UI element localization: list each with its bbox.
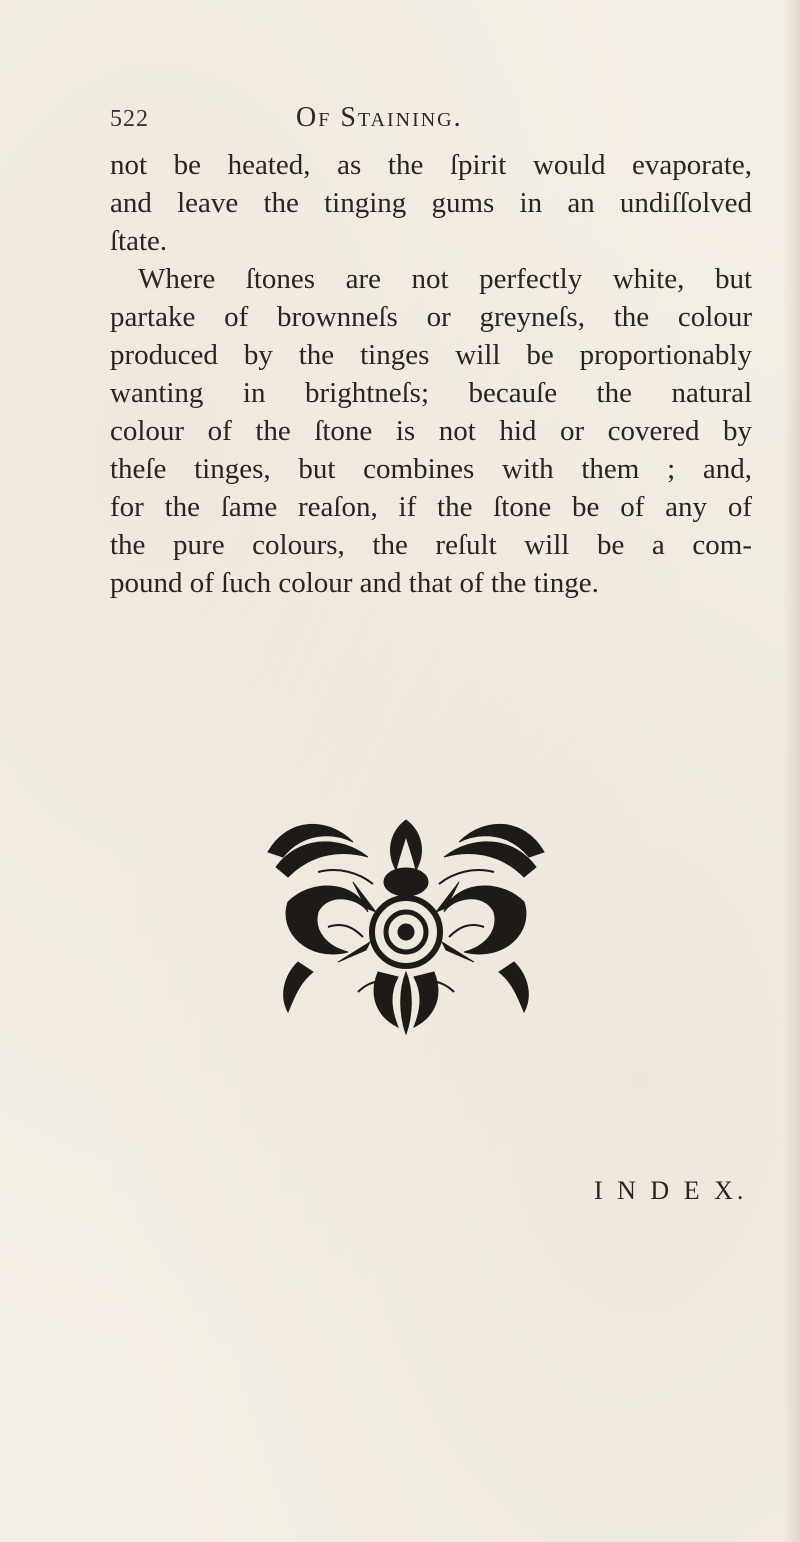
text-line: ſtate. — [110, 225, 168, 257]
text-line: not be heated, as the ſpirit would evaporate, — [110, 149, 752, 181]
body-text — [110, 146, 752, 602]
page-edge-shadow — [782, 0, 800, 1542]
text-line: pound of ſuch colour and that of the tinge. — [110, 567, 599, 599]
running-title: Of Staining. — [296, 102, 463, 133]
text-line: produced by the tinges will be proportionably — [110, 339, 752, 371]
running-head — [110, 98, 750, 138]
text-line: Where ſtones are not perfectly white, but — [138, 263, 752, 295]
text-line: the pure colours, the reſult will be a com- — [110, 529, 752, 561]
catchword: I N D E X. — [594, 1176, 748, 1205]
page-number: 522 — [110, 106, 149, 132]
text-line: theſe tinges, but combines with them ; and, — [110, 453, 752, 485]
text-line: partake of brownneſs or greyneſs, the colour — [110, 301, 752, 333]
text-line: wanting in brightneſs; becauſe the natural — [110, 377, 752, 409]
text-line: and leave the tinging gums in an undiſſolved — [110, 187, 752, 219]
text-line: for the ſame reaſon, if the ſtone be of any of — [110, 491, 752, 523]
floral-tailpiece-icon — [258, 812, 554, 1038]
text-line: colour of the ſtone is not hid or covered by — [110, 415, 752, 447]
